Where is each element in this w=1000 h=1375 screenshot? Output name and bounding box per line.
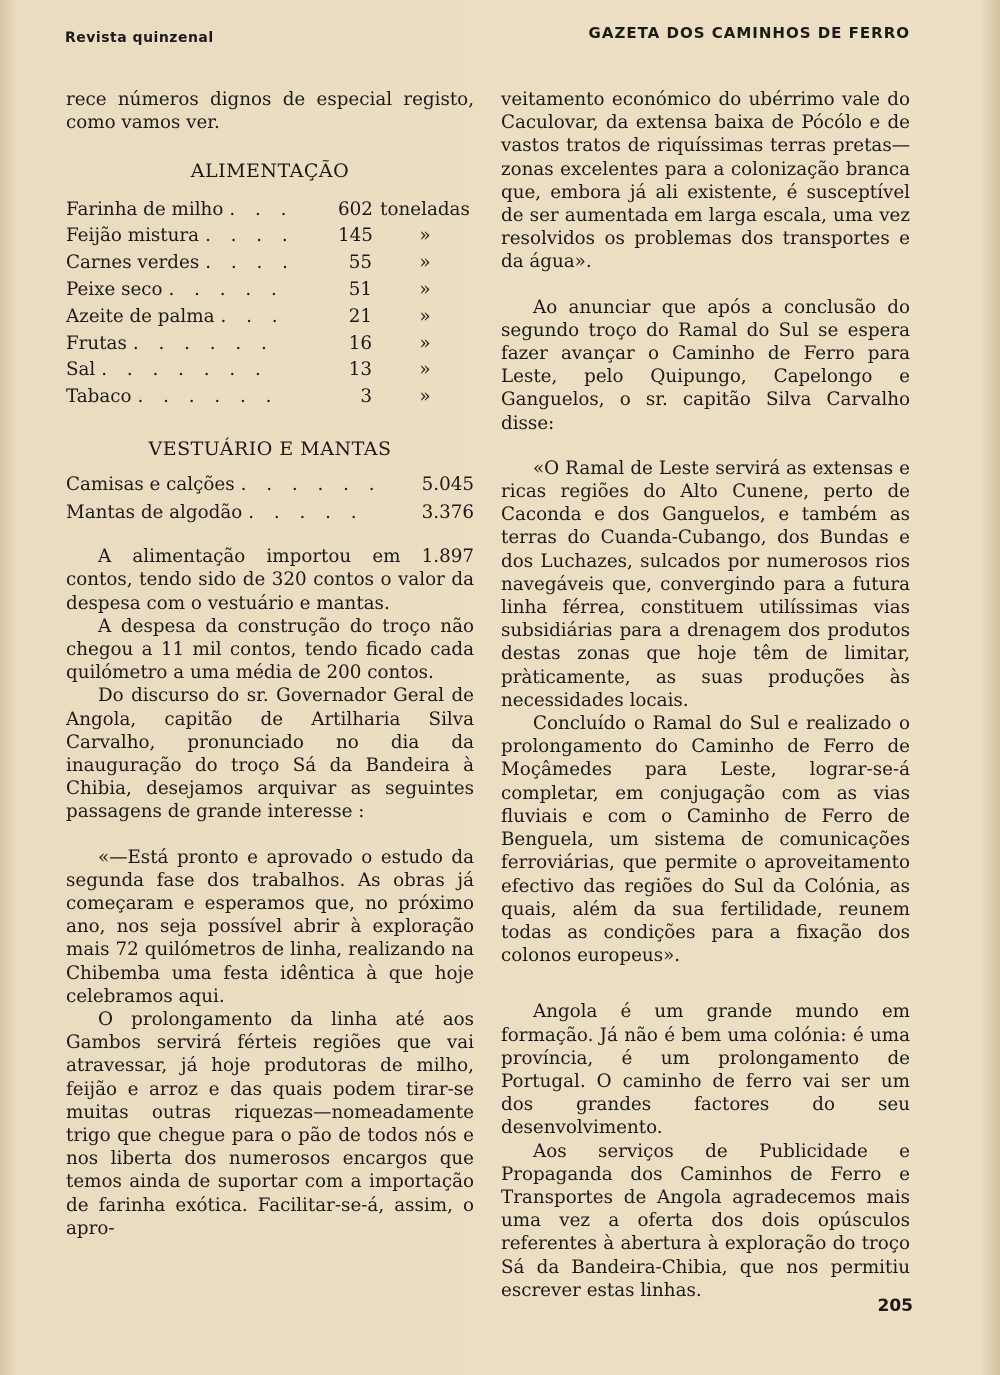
paragraph: A despesa da construção do troço não chegou a 11 mil contos, tendo ficado cada quilómetro a uma média de 200 contos. — [66, 615, 474, 684]
quote-paragraph: «O Ramal de Leste servirá as extensas e ricas regiões do Alto Cunene, perto de Caconda e dos Ganguelos, e também as terras do Cuanda-Cubango, dos Bundas e dos Luchazes, sulcados por numerosos rios navegáveis que, convergindo para a futura linha férrea, constituem utilíssimas vias subsidiárias para a drenagem dos produtos destas zonas que hoje têm de limitar, pràticamente, as suas produções às necessidades locais. — [501, 457, 910, 711]
paragraph: veitamento económico do ubérrimo vale do Caculovar, da extensa baixa de Pócólo e de vastos tratos de riquíssimas terras pretas—zonas excelentes para a colonização branca que, embora já ali existente, é susceptível de ser aumentada em larga escala, uma vez resolvidos os problemas dos transportes e da água». — [501, 89, 910, 273]
right-column — [501, 88, 910, 1302]
paragraph: Do discurso do sr. Governador Geral de Angola, capitão de Artilharia Silva Carvalho, pronunciado no dia da inauguração do troço Sá da Bandeira à Chibia, desejamos arquivar as seguintes passagens de grande interesse : — [66, 685, 474, 823]
item-name: Frutas — [66, 332, 127, 354]
item-value: 55 — [348, 252, 372, 274]
header-left: Revista quinzenal — [65, 30, 214, 46]
leader-dots: . . . — [220, 305, 285, 327]
header-right: GAZETA DOS CAMINHOS DE FERRO — [588, 24, 910, 42]
item-value: 51 — [348, 279, 372, 300]
running-header — [65, 24, 910, 46]
paragraph: Angola é um grande mundo em formação. Já não é bem uma colónia: é uma província, é um prolongamento de Portugal. O caminho de ferro vai ser um dos grandes factores do seu desenvolvimento. — [501, 1001, 910, 1139]
item-unit: » — [419, 305, 431, 327]
item-value: 16 — [348, 332, 372, 354]
leader-dots: . . . . . — [168, 279, 284, 300]
quote-paragraph: «—Está pronto e aprovado o estudo da segunda fase dos trabalhos. As obras já começaram e esperamos que, no próximo ano, nos seja possível abrir à exploração mais 72 quilómetros de linha, realizando na Chibemba uma festa idêntica à que hoje celebramos aqui. — [66, 846, 474, 1007]
item-name: Peixe seco — [66, 279, 163, 300]
paragraph: Ao anunciar que após a conclusão do segundo troço do Ramal do Sul se espera fazer avançar o Caminho de Ferro para Leste, pelo Quipungo, Capelongo e Ganguelos, o sr. capitão Silva Carvalho disse: — [501, 296, 910, 434]
table-row — [66, 332, 474, 359]
item-name: Tabaco — [66, 386, 132, 408]
leader-dots: . . . . . . — [137, 386, 279, 408]
alimentacao-table — [66, 198, 474, 412]
page-number: 205 — [877, 1296, 913, 1316]
table-row — [66, 501, 474, 529]
item-name: Feijão mistura — [66, 225, 200, 247]
table-row — [66, 278, 474, 305]
vestuario-table — [66, 473, 474, 528]
item-value: 145 — [338, 225, 373, 247]
item-name: Camisas e calções — [66, 474, 235, 496]
item-unit: » — [419, 386, 431, 408]
leader-dots: . . . — [229, 198, 294, 220]
leader-dots: . . . . — [205, 225, 295, 247]
item-value: 13 — [348, 359, 372, 381]
item-unit: » — [419, 252, 431, 274]
table-row — [66, 385, 474, 412]
paragraph: O prolongamento da linha até aos Gambos servirá férteis regiões que vai atravessar, já hoje produtoras de milho, feijão e arroz e das quais podem tirar-se muitas outras riquezas—nomeadamente trigo que chegue para o pão de todos nós e nos liberta dos numerosos encargos que temos ainda de suportar com a importação de farinha exótica. Facilitar-se-á, assim, o apro- — [66, 1009, 474, 1239]
item-unit: » — [419, 225, 431, 247]
leader-dots: . . . . . — [248, 501, 364, 523]
item-value: 3 — [360, 386, 372, 408]
item-unit: » — [419, 359, 431, 381]
quote-paragraph: Concluído o Ramal do Sul e realizado o prolongamento do Caminho de Ferro de Moçâmedes para Leste, lograr-se-á completar, em conjugação com as vias fluviais e com o Caminho de Ferro de Benguela, um sistema de comunicações ferroviárias, que permite o aproveitamento efectivo das regiões do Sul da Colónia, as quais, além da sua fertilidade, reunem todas as condições para a fixação dos colonos europeus». — [501, 713, 910, 967]
vestuario-heading: VESTUÁRIO E MANTAS — [148, 437, 392, 460]
item-name: Sal — [66, 359, 96, 381]
table-row — [66, 198, 474, 225]
leader-dots: . . . . . . — [132, 332, 274, 354]
paragraph: A alimentação importou em 1.897 contos, tendo sido de 320 contos o valor da despesa com o vestuário e mantas. — [66, 546, 474, 614]
item-name: Carnes verdes — [66, 252, 200, 274]
table-row — [66, 251, 474, 278]
item-name: Mantas de algodão — [66, 501, 243, 523]
leader-dots: . . . . . . — [240, 474, 382, 496]
table-row — [66, 358, 474, 385]
item-value: 602 — [338, 198, 373, 220]
table-row — [66, 224, 474, 251]
item-value: 21 — [348, 305, 372, 327]
item-unit: toneladas — [380, 198, 470, 220]
intro-paragraph: rece números dignos de especial registo, como vamos ver. — [66, 89, 474, 134]
item-unit: » — [419, 332, 431, 354]
left-column — [66, 88, 474, 1240]
alimentacao-heading: ALIMENTAÇÃO — [190, 160, 350, 183]
table-row — [66, 473, 474, 501]
leader-dots: . . . . — [205, 252, 295, 274]
item-value: 3.376 — [421, 501, 474, 523]
item-name: Farinha de milho — [66, 198, 224, 220]
leader-dots: . . . . . . . — [101, 359, 268, 381]
item-value: 5.045 — [421, 474, 474, 496]
table-row — [66, 305, 474, 332]
paragraph: Aos serviços de Publicidade e Propaganda dos Caminhos de Ferro e Transportes de Angola agradecemos mais uma vez a oferta dos dois opúsculos referentes à abertura à exploração do troço Sá da Bandeira-Chibia, que nos permitiu escrever estas linhas. — [501, 1140, 910, 1301]
item-name: Azeite de palma — [66, 305, 215, 327]
item-unit: » — [419, 279, 431, 300]
